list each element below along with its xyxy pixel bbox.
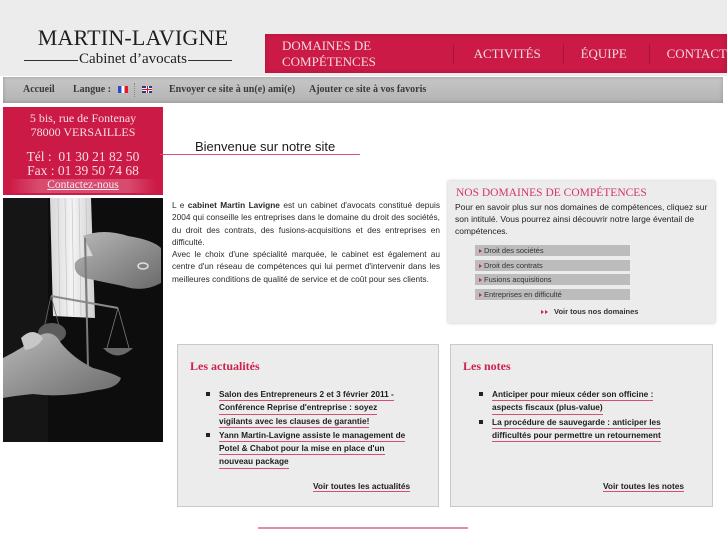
note-item[interactable]: La procédure de sauvegarde : anticiper les difficultés pour permettre un retournement [479,416,661,443]
domaines-list [475,245,630,303]
actualites-panel [177,344,439,507]
welcome-underline [160,154,360,155]
fax-number: Fax : 01 39 50 74 68 [27,163,139,178]
sub-nav [3,77,723,103]
domaines-title: NOS DOMAINES DE COMPÉTENCES [456,187,647,199]
arrow-right-icon [479,278,482,282]
flag-france-icon[interactable] [118,86,128,93]
domaine-item-societes[interactable]: Droit des sociétés [475,245,630,256]
welcome-title: Bienvenue sur notre site [195,139,336,154]
notes-title: Les notes [463,359,511,373]
see-all-notes-link[interactable]: Voir toutes les notes [603,481,684,491]
lawyer-scales-photo [3,198,163,442]
double-arrow-icon [541,310,549,315]
language-label: Langue : [73,84,112,95]
actualites-title: Les actualités [190,359,260,373]
footer-divider [258,527,468,529]
address-line-2: 78000 VERSAILLES [30,125,136,139]
nav-domaines[interactable]: DOMAINES DE COMPÉTENCES [282,37,376,69]
arrow-right-icon [479,249,482,253]
actualite-item[interactable]: Yann Martin-Lavigne assiste le management de Potel & Chabot pour la mise en place d'un nouveau package [206,429,405,469]
nav-contact[interactable]: CONTACT [666,45,727,61]
actualites-list [206,388,405,470]
send-to-friend-link[interactable]: Envoyer ce site à un(e) ami(e) [169,84,296,95]
scales-of-justice-illustration [3,198,163,442]
notes-panel [450,344,713,507]
nav-separator [563,44,564,64]
address-line-1: 5 bis, rue de Fontenay [29,111,137,125]
notes-list [479,388,661,443]
domaine-item-fusions[interactable]: Fusions acquisitions [475,274,630,285]
site-logo[interactable] [28,26,238,68]
nav-activites[interactable]: ACTIVITÉS [473,45,541,61]
flag-uk-icon[interactable] [142,86,152,93]
add-favorites-link[interactable]: Ajouter ce site à vos favoris [309,84,427,95]
see-all-domaines-link[interactable]: Voir tous nos domaines [554,307,638,316]
intro-paragraph-1: L e cabinet Martin Lavigne est un cabinet d'avocats constitué depuis 2004 qui conseille les entreprises dans le domaine du droit des sociétés, du droit des contrats, des fusions-acquisitions et des entreprises en difficulté. [172,200,440,247]
see-all-actualites-link[interactable]: Voir toutes les actualités [313,481,411,491]
nav-separator [649,44,650,64]
contact-us-button[interactable]: Contactez-nous [9,179,157,193]
phone-number: Tél : 01 30 21 82 50 [26,149,140,164]
arrow-right-icon [479,293,482,297]
domaine-item-difficulte[interactable]: Entreprises en difficulté [475,289,630,300]
arrow-right-icon [479,264,482,268]
phone-fax [3,150,163,178]
intro-paragraph-2: Avec le choix d'une spécialité marquée, le cabinet est également au centre d'un réseau de compétences qui lui permet d'intervenir dans les meilleures conditions de qualité de service et de coût pour ses clients. [172,249,440,284]
main-nav [265,34,727,73]
firm-name: cabinet Martin Lavigne [187,200,280,210]
logo-tagline: Cabinet d’avocats [28,50,238,68]
intro-text [172,199,440,285]
note-item[interactable]: Anticiper pour mieux céder son officine : aspects fiscaux (plus-value) [479,388,661,415]
domaines-description: Pour en savoir plus sur nos domaines de compétences, cliquez sur son intitulé. Vous pourrez ainsi découvrir notre large éventail de compétences. [455,202,708,236]
language-separator [134,83,135,97]
nav-equipe[interactable]: ÉQUIPE [580,45,627,61]
contact-panel [3,107,163,195]
home-link[interactable]: Accueil [23,84,55,95]
logo-title: MARTIN-LAVIGNE [37,25,229,50]
domaine-item-contrats[interactable]: Droit des contrats [475,260,630,271]
domaines-panel [448,181,715,323]
address [3,111,163,139]
nav-separator [453,44,454,64]
actualite-item[interactable]: Salon des Entrepreneurs 2 et 3 février 2011 - Conférence Reprise d'entreprise : soyez vigilants avec les clauses de garantie! [206,388,405,428]
